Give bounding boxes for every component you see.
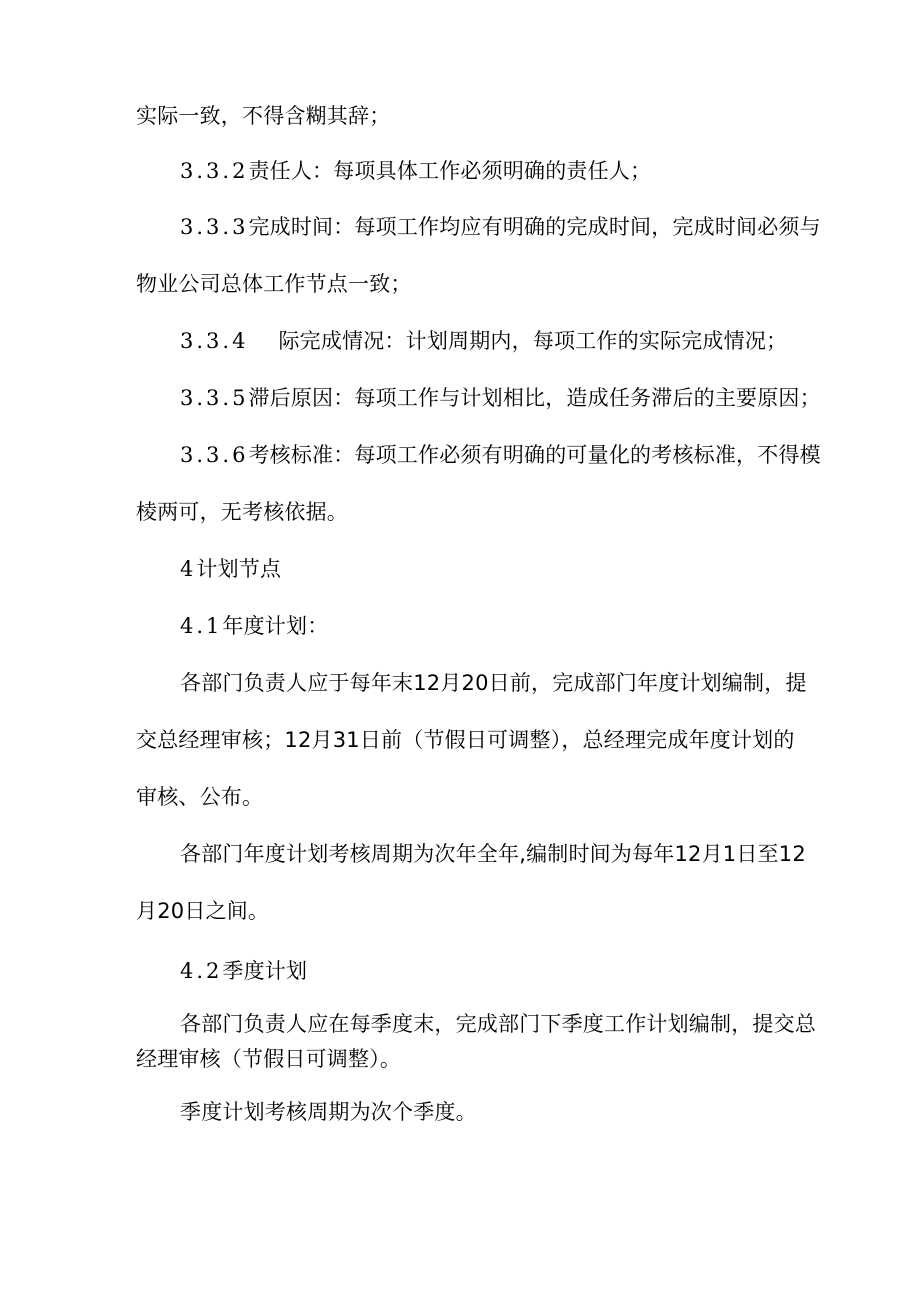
paragraph-line: 审核、公布。 — [136, 785, 264, 809]
section-heading-4-2 — [180, 957, 307, 985]
clause-text: 际完成情况：计划周期内，每项工作的实际完成情况； — [278, 329, 788, 353]
clause-3-3-6 — [180, 441, 821, 469]
clause-number: 3.3.4 — [180, 329, 249, 353]
paragraph-line: 经理审核（节假日可调整）。 — [136, 1047, 402, 1071]
clause-3-3-5 — [180, 384, 821, 412]
section-heading-4-1 — [180, 612, 328, 640]
clause-number: 3.3.6 — [180, 443, 249, 467]
section-number: 4.2 — [180, 959, 223, 983]
clause-3-3-4 — [180, 327, 787, 355]
section-title: 季度计划 — [222, 959, 308, 983]
section-number: 4.1 — [180, 614, 223, 638]
clause-text: 滞后原因：每项工作与计划相比，造成任务滞后的主要原因； — [248, 386, 821, 410]
clause-text: 考核标准：每项工作必须有明确的可量化的考核标准，不得模 — [248, 443, 821, 467]
paragraph-line: 各部门年度计划考核周期为次年全年,编制时间为每年12月1日至12 — [180, 842, 806, 866]
paragraph-line: 各部门负责人应于每年末12月20日前，完成部门年度计划编制，提 — [180, 671, 807, 695]
text-line-continuation: 棱两可，无考核依据。 — [136, 500, 348, 524]
clause-3-3-2 — [180, 157, 651, 185]
text-line-continuation: 物业公司总体工作节点一致； — [136, 272, 412, 296]
section-title: 计划节点 — [196, 557, 282, 581]
clause-text: 完成时间：每项工作均应有明确的完成时间，完成时间必须与 — [248, 215, 821, 239]
section-title: 年度计划： — [222, 614, 329, 638]
clause-number: 3.3.2 — [180, 159, 249, 183]
paragraph-line: 各部门负责人应在每季度末，完成部门下季度工作计划编制，提交总 — [180, 1012, 816, 1036]
clause-number: 3.3.3 — [180, 215, 249, 239]
clause-number: 3.3.5 — [180, 386, 249, 410]
section-heading-4 — [180, 555, 281, 583]
paragraph-line: 月20日之间。 — [136, 899, 270, 923]
clause-3-3-3 — [180, 213, 821, 241]
paragraph-line: 交总经理审核；12月31日前（节假日可调整），总经理完成年度计划的 — [136, 728, 795, 752]
paragraph-line: 季度计划考核周期为次个季度。 — [180, 1100, 477, 1124]
clause-text: 责任人：每项具体工作必须明确的责任人； — [248, 159, 652, 183]
text-line-continuation: 实际一致，不得含糊其辞； — [136, 104, 391, 128]
section-number: 4 — [180, 557, 197, 581]
